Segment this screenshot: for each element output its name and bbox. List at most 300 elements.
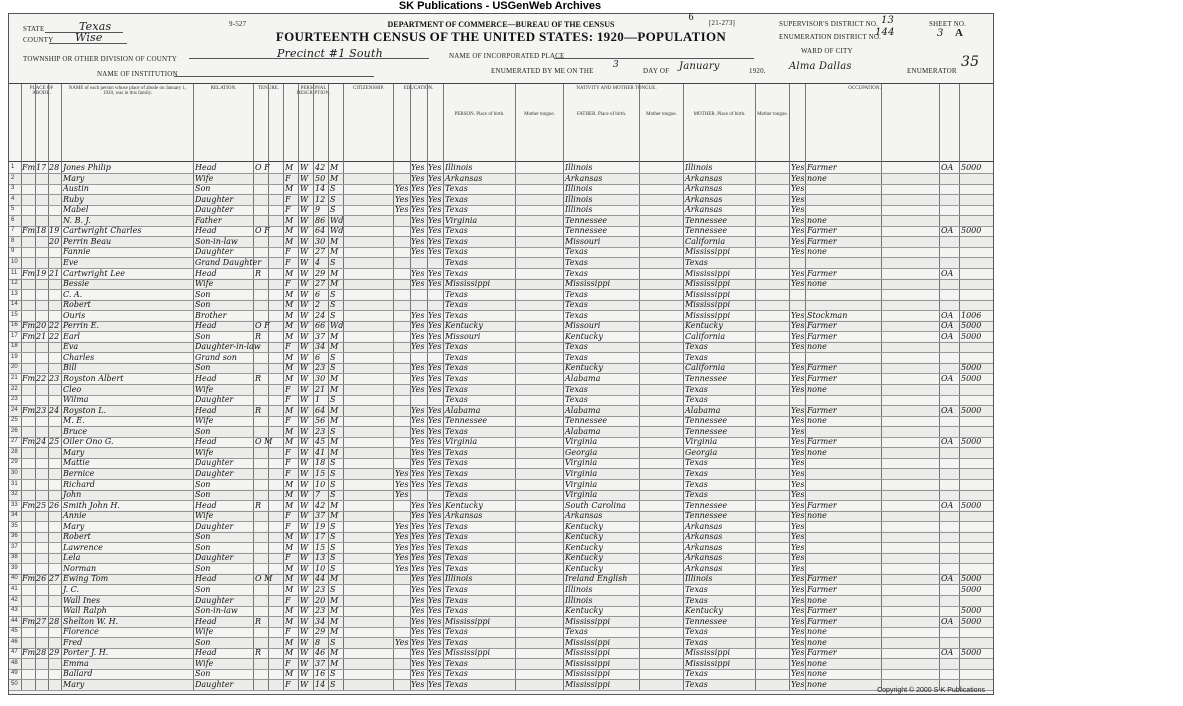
sex-cell: F [285, 458, 291, 468]
occupation-cell [807, 257, 881, 268]
speaks-english: Yes [791, 627, 805, 637]
write-cell: Yes [428, 616, 442, 626]
school-cell [395, 436, 410, 447]
name-cell: Fannie [63, 247, 91, 257]
occupation-code [941, 246, 959, 257]
race-cell: W [300, 648, 309, 658]
row-number: 23 [11, 396, 18, 403]
tenure-cell [255, 415, 283, 426]
age-cell: 19 [315, 521, 326, 531]
row-code [961, 384, 991, 395]
speaks-english: Yes [791, 553, 805, 563]
enumerated-label: ENUMERATED BY ME ON THE [491, 67, 594, 75]
write-cell [428, 299, 443, 310]
age-cell: 50 [315, 173, 326, 183]
relation-cell: Wife [195, 279, 214, 289]
person-birthplace: Texas [445, 236, 468, 246]
sex-cell: F [285, 194, 291, 204]
tenure-cell [255, 531, 283, 542]
family-number [49, 479, 61, 490]
row-code [961, 668, 991, 679]
occupation-code [941, 626, 959, 637]
relation-cell: Wife [195, 627, 214, 637]
tenure-cell: O F [255, 163, 270, 172]
dwelling-number: 28 [36, 648, 47, 658]
father-birthplace: Kentucky [565, 331, 603, 341]
row-code [961, 173, 991, 184]
speaks-english: Yes [791, 637, 805, 647]
person-birthplace: Texas [445, 447, 468, 457]
father-birthplace: Mississippi [565, 279, 611, 289]
sex-cell: M [285, 363, 294, 373]
sex-cell: M [285, 669, 294, 679]
row-code [961, 531, 991, 542]
school-cell [395, 679, 410, 690]
row-number: 39 [11, 564, 18, 571]
person-birthplace: Texas [445, 363, 468, 373]
row-code [961, 489, 991, 500]
age-cell: 7 [315, 490, 321, 500]
school-cell [395, 573, 410, 584]
mother-birthplace: Alabama [685, 405, 721, 415]
occupation-cell: none [807, 279, 827, 289]
speaks-english: Yes [791, 468, 805, 478]
dwelling-cell [22, 521, 35, 532]
occupation-code [941, 204, 959, 215]
tenure-cell [255, 246, 283, 257]
row-code [961, 447, 991, 458]
father-birthplace: Arkansas [565, 173, 603, 183]
read-cell [411, 299, 427, 310]
row-number: 14 [11, 301, 18, 308]
read-cell: Yes [411, 416, 425, 426]
relation-cell: Daughter [195, 679, 234, 689]
name-cell: Royston L. [63, 405, 107, 415]
dwelling-number [36, 246, 48, 257]
race-cell: W [300, 226, 309, 236]
speaks-english: Yes [791, 669, 805, 679]
write-cell: Yes [428, 468, 442, 478]
race-cell: W [300, 374, 309, 383]
person-birthplace: Texas [445, 247, 468, 257]
dwelling-cell: Fm [22, 331, 36, 341]
relation-cell: Son [195, 331, 211, 341]
tenure-cell: R [255, 648, 262, 658]
occupation-code: OA [941, 163, 954, 172]
row-code [961, 658, 991, 669]
school-cell: Yes [395, 184, 409, 194]
occupation-cell [807, 563, 881, 574]
family-number: 20 [49, 236, 60, 246]
race-cell: W [300, 352, 309, 362]
age-cell: 30 [315, 374, 326, 383]
tenure-cell [255, 563, 283, 574]
marital-cell: M [330, 606, 339, 616]
mother-birthplace: Arkansas [685, 194, 723, 204]
sex-cell: M [285, 542, 294, 552]
row-number: 9 [11, 248, 15, 255]
marital-cell: M [330, 279, 339, 289]
race-cell: W [300, 173, 309, 183]
name-cell: N. B. J. [63, 215, 91, 225]
family-number [49, 668, 61, 679]
sex-cell: F [285, 679, 291, 689]
row-number: 34 [11, 512, 18, 519]
mother-birthplace: Texas [685, 384, 708, 394]
family-number [49, 362, 61, 373]
school-cell: Yes [395, 532, 409, 542]
school-cell [395, 362, 410, 373]
mother-birthplace: Texas [685, 257, 708, 267]
row-number: 43 [11, 607, 18, 614]
race-cell: W [300, 532, 309, 542]
school-cell [395, 278, 410, 289]
school-cell [395, 510, 410, 521]
row-number: 24 [11, 406, 18, 413]
speaks-english: Yes [791, 342, 805, 352]
dwelling-cell [22, 489, 35, 500]
sex-cell: M [285, 215, 294, 225]
read-cell [411, 489, 427, 500]
father-birthplace: Mississippi [565, 679, 611, 689]
family-number [49, 637, 61, 648]
relation-cell: Son [195, 637, 211, 647]
marital-cell: M [330, 173, 339, 183]
row-code: 5000 [961, 405, 982, 415]
dwelling-number: 22 [36, 374, 47, 383]
dwelling-number: 19 [36, 268, 47, 278]
row-number: 32 [11, 491, 18, 498]
family-number [49, 605, 61, 616]
dwelling-cell [22, 457, 35, 468]
tenure-cell: R [255, 268, 262, 278]
relation-cell: Wife [195, 416, 214, 426]
enumerated-month: January [679, 61, 720, 72]
dwelling-number [36, 679, 48, 690]
occupation-cell: none [807, 342, 827, 352]
row-code: 5000 [961, 648, 982, 658]
name-cell: Norman [63, 563, 97, 573]
family-number [49, 447, 61, 458]
speaks-english: Yes [791, 511, 805, 521]
age-cell: 66 [315, 321, 326, 331]
speaks-english: Yes [791, 679, 805, 689]
occupation-cell: none [807, 416, 827, 426]
marital-cell: S [330, 194, 336, 204]
relation-cell: Son [195, 289, 211, 299]
family-number [49, 257, 61, 268]
relation-cell: Head [195, 321, 217, 331]
race-cell: W [300, 279, 309, 289]
family-number [49, 310, 61, 321]
marital-cell: S [330, 257, 336, 267]
family-number [49, 426, 61, 437]
write-cell: Yes [428, 532, 442, 542]
name-cell: Florence [63, 627, 99, 637]
sex-cell: M [285, 532, 294, 542]
marital-cell: M [330, 447, 339, 457]
tenure-cell [255, 489, 283, 500]
school-cell: Yes [395, 205, 409, 215]
school-cell [395, 584, 410, 595]
age-cell: 21 [315, 384, 326, 394]
school-cell [395, 384, 410, 395]
race-cell: W [300, 553, 309, 563]
dwelling-cell [22, 447, 35, 458]
person-birthplace: Texas [445, 310, 468, 320]
occupation-cell [807, 289, 881, 300]
occupation-cell: none [807, 679, 827, 689]
tenure-cell [255, 668, 283, 679]
father-birthplace: Virginia [565, 468, 598, 478]
person-birthplace: Mississippi [445, 279, 491, 289]
relation-cell: Wife [195, 384, 214, 394]
sex-cell: F [285, 553, 291, 563]
speaks-english: Yes [791, 194, 805, 204]
marital-cell: M [330, 236, 339, 246]
marital-cell: M [330, 658, 339, 668]
name-cell: Lela [63, 553, 81, 563]
dwelling-cell [22, 531, 35, 542]
dwelling-cell [22, 637, 35, 648]
sex-cell: M [285, 374, 294, 383]
occupation-code: OA [941, 310, 954, 320]
marital-cell: S [330, 669, 336, 679]
dwelling-cell [22, 658, 35, 669]
mother-birthplace: Mississippi [685, 289, 731, 299]
dwelling-cell [22, 668, 35, 679]
father-birthplace: Arkansas [565, 511, 603, 521]
row-code: 5000 [961, 616, 982, 626]
school-cell [395, 647, 410, 658]
person-birthplace: Mississippi [445, 648, 491, 658]
dwelling-number: 23 [36, 405, 47, 415]
row-code [961, 204, 991, 215]
read-cell: Yes [411, 194, 425, 204]
name-cell: Oiler Ono G. [63, 437, 114, 447]
sex-cell: M [285, 490, 294, 500]
dwelling-cell [22, 384, 35, 395]
sex-cell: M [285, 331, 294, 341]
occupation-cell: none [807, 173, 827, 183]
dwelling-cell [22, 510, 35, 521]
race-cell: W [300, 458, 309, 468]
father-birthplace: Kentucky [565, 563, 603, 573]
row-number: 2 [11, 174, 15, 181]
row-number: 4 [11, 195, 15, 202]
row-number: 5 [11, 206, 15, 213]
mother-birthplace: Texas [685, 468, 708, 478]
occupation-code [941, 447, 959, 458]
occupation-cell: Farmer [807, 585, 837, 594]
dwelling-cell [22, 289, 35, 300]
dwelling-number [36, 447, 48, 458]
father-birthplace: Missouri [565, 236, 601, 246]
sex-cell: M [285, 352, 294, 362]
name-cell: Earl [63, 331, 80, 341]
relation-cell: Son [195, 563, 211, 573]
school-cell [395, 457, 410, 468]
age-cell: 42 [315, 500, 326, 510]
occupation-code [941, 521, 959, 532]
father-birthplace: Texas [565, 384, 588, 394]
marital-cell: M [330, 342, 339, 352]
family-number [49, 384, 61, 395]
marital-cell: M [330, 648, 339, 658]
person-birthplace: Texas [445, 479, 468, 489]
dwelling-number [36, 468, 48, 479]
relation-cell: Son [195, 300, 211, 310]
row-number: 33 [11, 501, 18, 508]
race-cell: W [300, 184, 309, 194]
write-cell [428, 289, 443, 300]
row-code [961, 236, 991, 247]
family-number [49, 489, 61, 500]
tenure-cell [255, 658, 283, 669]
occupation-cell [807, 204, 881, 215]
col-personal: PERSONAL DESCRIPTION. [283, 84, 343, 162]
father-birthplace: Illinois [565, 163, 593, 172]
person-birthplace: Texas [445, 521, 468, 531]
read-cell: Yes [411, 279, 425, 289]
mother-birthplace: Mississippi [685, 247, 731, 257]
mother-birthplace: Virginia [685, 437, 718, 447]
age-cell: 6 [315, 289, 321, 299]
col-father-birth: FATHER. Place of birth. [563, 110, 639, 162]
sex-cell: F [285, 342, 291, 352]
read-cell: Yes [411, 627, 425, 637]
dwelling-cell: Fm [22, 321, 36, 331]
relation-cell: Head [195, 574, 217, 584]
tenure-cell [255, 278, 283, 289]
sex-cell: F [285, 416, 291, 426]
write-cell: Yes [428, 542, 442, 552]
speaks-english [791, 299, 805, 310]
relation-cell: Son-in-law [195, 236, 238, 246]
tenure-cell [255, 204, 283, 215]
school-cell [395, 626, 410, 637]
occupation-cell [807, 394, 881, 405]
occupation-cell: none [807, 669, 827, 679]
father-birthplace: Kentucky [565, 542, 603, 552]
sex-cell: M [285, 310, 294, 320]
col-name: NAME of each person whose place of abode on January 1, 1920, was in this family. [61, 84, 193, 162]
sex-cell: M [285, 585, 294, 594]
tenure-cell [255, 626, 283, 637]
dwelling-cell [22, 605, 35, 616]
school-cell [395, 415, 410, 426]
row-number: 1 [11, 164, 15, 170]
read-cell: Yes [411, 553, 425, 563]
marital-cell: M [330, 595, 339, 605]
tenure-cell [255, 310, 283, 321]
row-code [961, 626, 991, 637]
school-cell [395, 246, 410, 257]
tenure-cell [255, 426, 283, 437]
age-cell: 27 [315, 247, 326, 257]
row-number: 3 [11, 185, 15, 192]
dwelling-number: 20 [36, 321, 47, 331]
occupation-code [941, 605, 959, 616]
occupation-cell: Farmer [807, 331, 837, 341]
occupation-cell [807, 552, 881, 563]
speaks-english: Yes [791, 616, 805, 626]
relation-cell: Head [195, 163, 217, 172]
dwelling-cell [22, 173, 35, 184]
speaks-english [791, 289, 805, 300]
col-abode: PLACE OF ABODE. [21, 84, 61, 162]
race-cell: W [300, 215, 309, 225]
write-cell: Yes [428, 458, 442, 468]
write-cell: Yes [428, 606, 442, 616]
dwelling-number [36, 457, 48, 468]
father-birthplace: Kentucky [565, 521, 603, 531]
occupation-cell: none [807, 658, 827, 668]
write-cell: Yes [428, 563, 442, 573]
sex-cell: M [285, 321, 294, 331]
write-cell: Yes [428, 627, 442, 637]
read-cell: Yes [411, 426, 425, 436]
census-year: 1920. [749, 67, 766, 75]
row-number: 28 [11, 448, 18, 455]
form-code: [21-273] [709, 19, 736, 27]
dwelling-number [36, 194, 48, 205]
race-cell: W [300, 426, 309, 436]
family-number [49, 183, 61, 194]
speaks-english: Yes [791, 542, 805, 552]
age-cell: 86 [315, 215, 326, 225]
occupation-code [941, 362, 959, 373]
write-cell: Yes [428, 247, 442, 257]
occupation-code: OA [941, 616, 954, 626]
write-cell: Yes [428, 342, 442, 352]
race-cell: W [300, 310, 309, 320]
mother-birthplace: Arkansas [685, 553, 723, 563]
age-cell: 14 [315, 184, 326, 194]
person-birthplace: Texas [445, 342, 468, 352]
relation-cell: Father [195, 215, 222, 225]
family-number [49, 246, 61, 257]
dwelling-cell [22, 194, 35, 205]
father-birthplace: South Carolina [565, 500, 626, 510]
dwelling-cell [22, 257, 35, 268]
relation-cell: Head [195, 437, 217, 447]
father-birthplace: Texas [565, 289, 588, 299]
age-cell: 2 [315, 300, 321, 310]
occupation-cell: Farmer [807, 363, 837, 373]
school-cell [395, 426, 410, 437]
mother-birthplace: Kentucky [685, 606, 723, 616]
race-cell: W [300, 395, 309, 405]
person-birthplace: Texas [445, 468, 468, 478]
state-value: Texas [79, 20, 112, 33]
write-cell: Yes [428, 331, 442, 341]
father-birthplace: Illinois [565, 205, 593, 215]
occupation-code [941, 278, 959, 289]
row-code [961, 542, 991, 553]
name-cell: Wilma [63, 395, 89, 405]
row-code [961, 468, 991, 479]
state-label: STATE [23, 25, 45, 33]
dwelling-cell [22, 299, 35, 310]
tenure-cell: R [255, 331, 262, 341]
dwelling-number: 21 [36, 331, 47, 341]
occupation-cell: Farmer [807, 163, 837, 172]
name-cell: M. E. [63, 416, 85, 426]
dwelling-number [36, 531, 48, 542]
mother-birthplace: Mississippi [685, 310, 731, 320]
occupation-code [941, 468, 959, 479]
